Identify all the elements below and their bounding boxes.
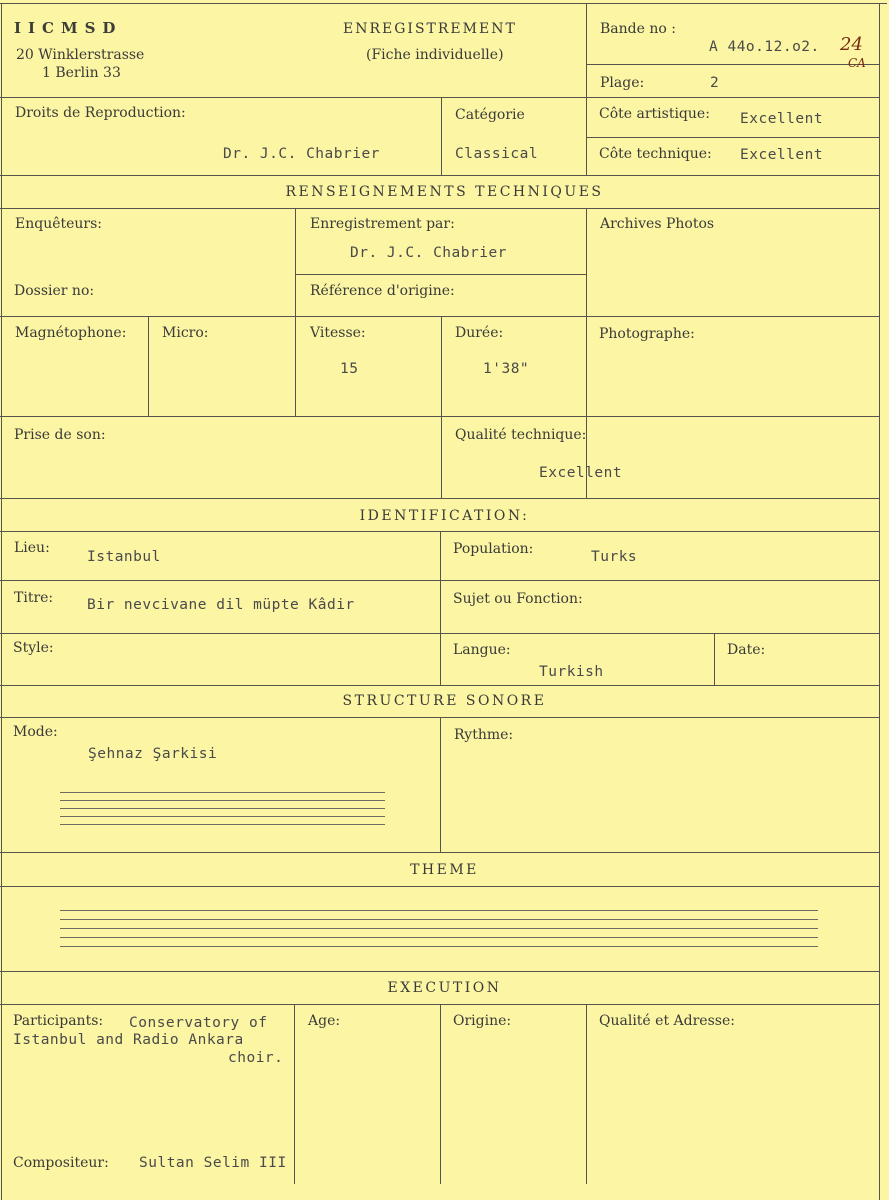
institution-logo: IICMSD [14,19,123,37]
cote-technique-label: Côte technique: [599,146,712,162]
section-theme-title: THEME [410,862,479,878]
rule-cote-split [586,137,880,138]
rule-header-bottom [0,97,880,98]
droits-label: Droits de Reproduction: [15,105,186,121]
droits-value: Dr. J.C. Chabrier [223,146,380,162]
categorie-value: Classical [455,146,539,162]
cote-artistique-value: Excellent [740,111,824,127]
rule-titre-bottom [0,633,880,634]
mode-line [60,800,385,801]
rule-theme-title-bottom [0,886,880,887]
section-structure-title: STRUCTURE SONORE [342,693,547,709]
rule-technique-title-bottom [0,208,880,209]
participants-value-line3: choir. [228,1050,284,1066]
address-line-1: 20 Winklerstrasse [16,47,145,63]
rule-duree-left [441,316,442,498]
rule-theme-bottom [0,971,880,972]
rule-lieu-bottom [0,580,880,581]
theme-line [60,937,818,938]
card-title: ENREGISTREMENT [343,21,517,37]
theme-line [60,928,818,929]
vitesse-value: 15 [340,361,359,377]
section-technique-title: RENSEIGNEMENTS TECHNIQUES [285,184,604,200]
compositeur-value: Sultan Selim III [139,1155,287,1171]
rule-rythme-left [440,717,441,852]
enregistrement-par-value: Dr. J.C. Chabrier [350,245,507,261]
border-left [1,3,2,1200]
section-identification-title: IDENTIFICATION: [359,508,530,524]
mode-value: Şehnaz Şarkisi [88,746,218,762]
duree-value: 1'38" [483,361,530,377]
enregistrement-par-label: Enregistrement par: [310,216,455,232]
sujet-label: Sujet ou Fonction: [453,591,583,607]
magnetophone-label: Magnétophone: [15,325,127,341]
micro-label: Micro: [162,325,209,341]
rule-archives-left [586,208,587,498]
date-label: Date: [727,642,766,658]
vitesse-label: Vitesse: [310,325,366,341]
participants-label: Participants: [13,1013,104,1029]
participants-value-line2: Istanbul and Radio Ankara [13,1032,244,1048]
langue-value: Turkish [539,664,604,680]
population-label: Population: [453,541,534,557]
rythme-label: Rythme: [454,727,514,743]
plage-value: 2 [710,75,720,91]
card-subtitle: (Fiche individuelle) [366,47,504,63]
population-value: Turks [591,549,638,565]
rule-dossier-bottom [0,316,880,317]
rule-prise-bottom [0,498,880,499]
participants-value-line1: Conservatory of [129,1015,268,1031]
rule-enregistrement-left [295,208,296,316]
bande-label: Bande no : [600,21,676,37]
rule-identification-mid [440,531,441,685]
archives-photos-label: Archives Photos [600,216,715,232]
bande-value: A 44o.12.o2. [709,39,820,55]
rule-date-left [714,633,715,685]
rule-droits-bottom [0,175,880,176]
mode-line [60,808,385,809]
prise-de-son-label: Prise de son: [14,427,106,443]
compositeur-label: Compositeur: [13,1155,109,1171]
rule-style-bottom [0,685,880,686]
rule-micro-left [148,316,149,416]
rule-vitesse-left [295,316,296,416]
mode-line [60,816,385,817]
lieu-value: Istanbul [87,549,161,565]
rule-structure-bottom [0,852,880,853]
categorie-label: Catégorie [455,107,525,123]
rule-age-left [294,1004,295,1184]
bande-handwritten-number: 24 [840,34,863,55]
bande-handwritten-mark: CA [848,56,866,70]
theme-line [60,919,818,920]
mode-label: Mode: [13,724,58,740]
section-execution-title: EXECUTION [387,980,502,996]
qualite-adresse-label: Qualité et Adresse: [599,1013,735,1029]
rule-bande-left [586,3,587,175]
theme-line [60,946,818,947]
enqueteurs-label: Enquêteurs: [15,216,103,232]
reference-label: Référence d'origine: [310,283,455,299]
rule-qualite-left [586,1004,587,1184]
titre-label: Titre: [14,590,54,606]
mode-line [60,792,385,793]
rule-categorie-left [441,97,442,175]
dossier-label: Dossier no: [14,283,95,299]
qualite-technique-value: Excellent [539,465,623,481]
cote-artistique-label: Côte artistique: [599,106,710,122]
theme-line [60,910,818,911]
duree-label: Durée: [455,325,504,341]
rule-origine-left [440,1004,441,1184]
rule-enregistrement-bottom [295,274,586,275]
titre-value: Bir nevcivane dil müpte Kâdir [87,597,355,613]
plage-label: Plage: [600,75,645,91]
mode-line [60,824,385,825]
lieu-label: Lieu: [14,540,50,556]
style-label: Style: [13,640,54,656]
qualite-technique-label: Qualité technique: [455,427,587,443]
photographe-label: Photographe: [599,326,695,342]
border-top [0,3,887,4]
rule-bande-plage [586,64,880,65]
border-right [879,3,880,1200]
langue-label: Langue: [453,642,511,658]
age-label: Age: [308,1013,341,1029]
rule-magneto-bottom [0,416,880,417]
cote-technique-value: Excellent [740,147,824,163]
address-line-2: 1 Berlin 33 [42,65,121,81]
origine-label: Origine: [453,1013,512,1029]
